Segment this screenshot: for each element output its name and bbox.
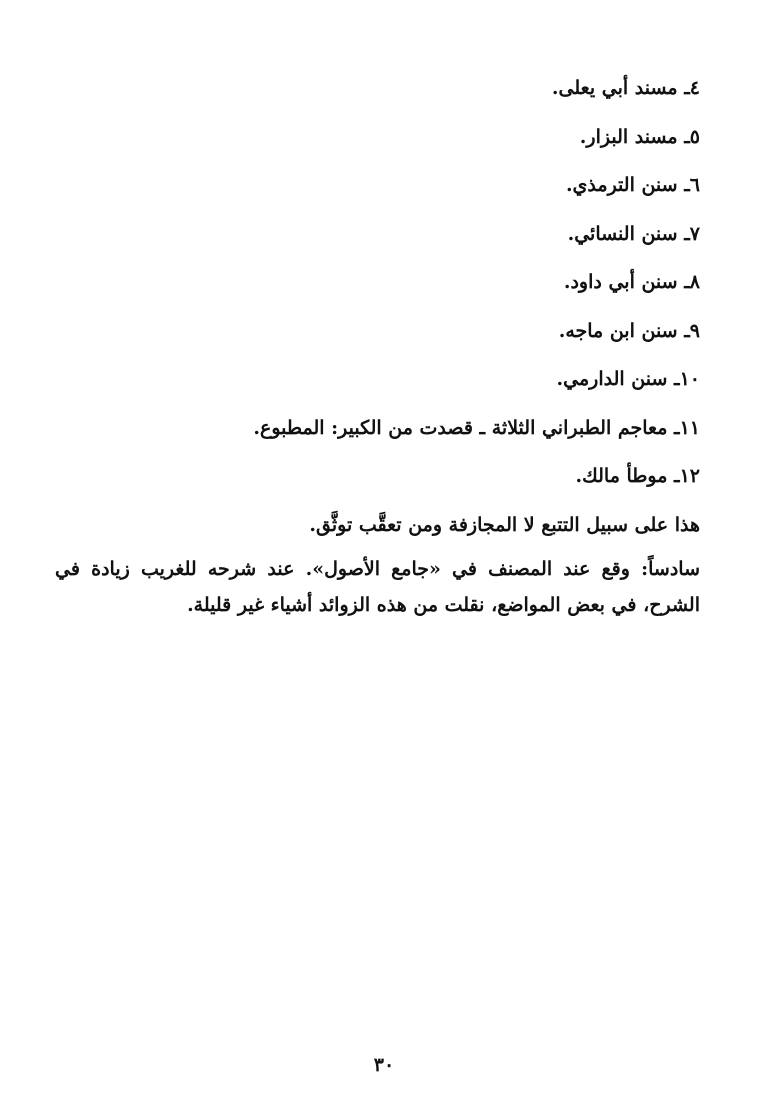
list-item-4 [55,70,700,119]
list-item-number: ١٠ـ [667,368,700,390]
note-line: هذا على سبيل التتبع لا المجازفة ومن تعقَّب توثَّق. [309,513,700,536]
list-item-text: سنن النسائي. [567,222,678,245]
list-item-number: ٩ـ [677,319,700,342]
list-item-text: موطأ مالك. [575,465,668,487]
list-item-text: سنن الترمذي. [565,174,678,196]
list-item-5 [55,119,700,168]
list-item-11 [55,410,700,459]
list-item-7 [55,216,700,265]
page-content [55,70,700,623]
list-item-number: ١١ـ [667,416,700,439]
paragraph-sixth: سادساً: وقع عند المصنف في «جامع الأصول». عند شرحه للغريب زيادة في الشرح، في بعض المواضع، نقلت من هذه الزوائد أشياء غير قليلة. [55,557,700,616]
list-item-number: ١٢ـ [667,465,700,487]
list-item-number: ٤ـ [677,77,700,99]
list-item-number: ٨ـ [677,271,700,293]
list-item-text: مسند أبي يعلى. [551,77,678,99]
list-item-9 [55,313,700,362]
list-item-text: سنن ابن ماجه. [558,319,678,342]
list-item-text: معاجم الطبراني الثلاثة ـ قصدت من الكبير: المطبوع. [253,416,668,439]
list-item-8 [55,264,700,313]
list-item-number: ٥ـ [677,125,700,148]
list-item-text: سنن الدارمي. [556,368,668,390]
list-item-6 [55,167,700,216]
list-item-text: سنن أبي داود. [563,271,678,293]
list-item-10 [55,361,700,410]
list-item-12 [55,458,700,507]
page-number: ٣٠ [373,1054,395,1076]
list-item-text: مسند البزار. [579,125,678,148]
list-item-number: ٧ـ [677,222,700,245]
list-item-number: ٦ـ [677,174,700,196]
